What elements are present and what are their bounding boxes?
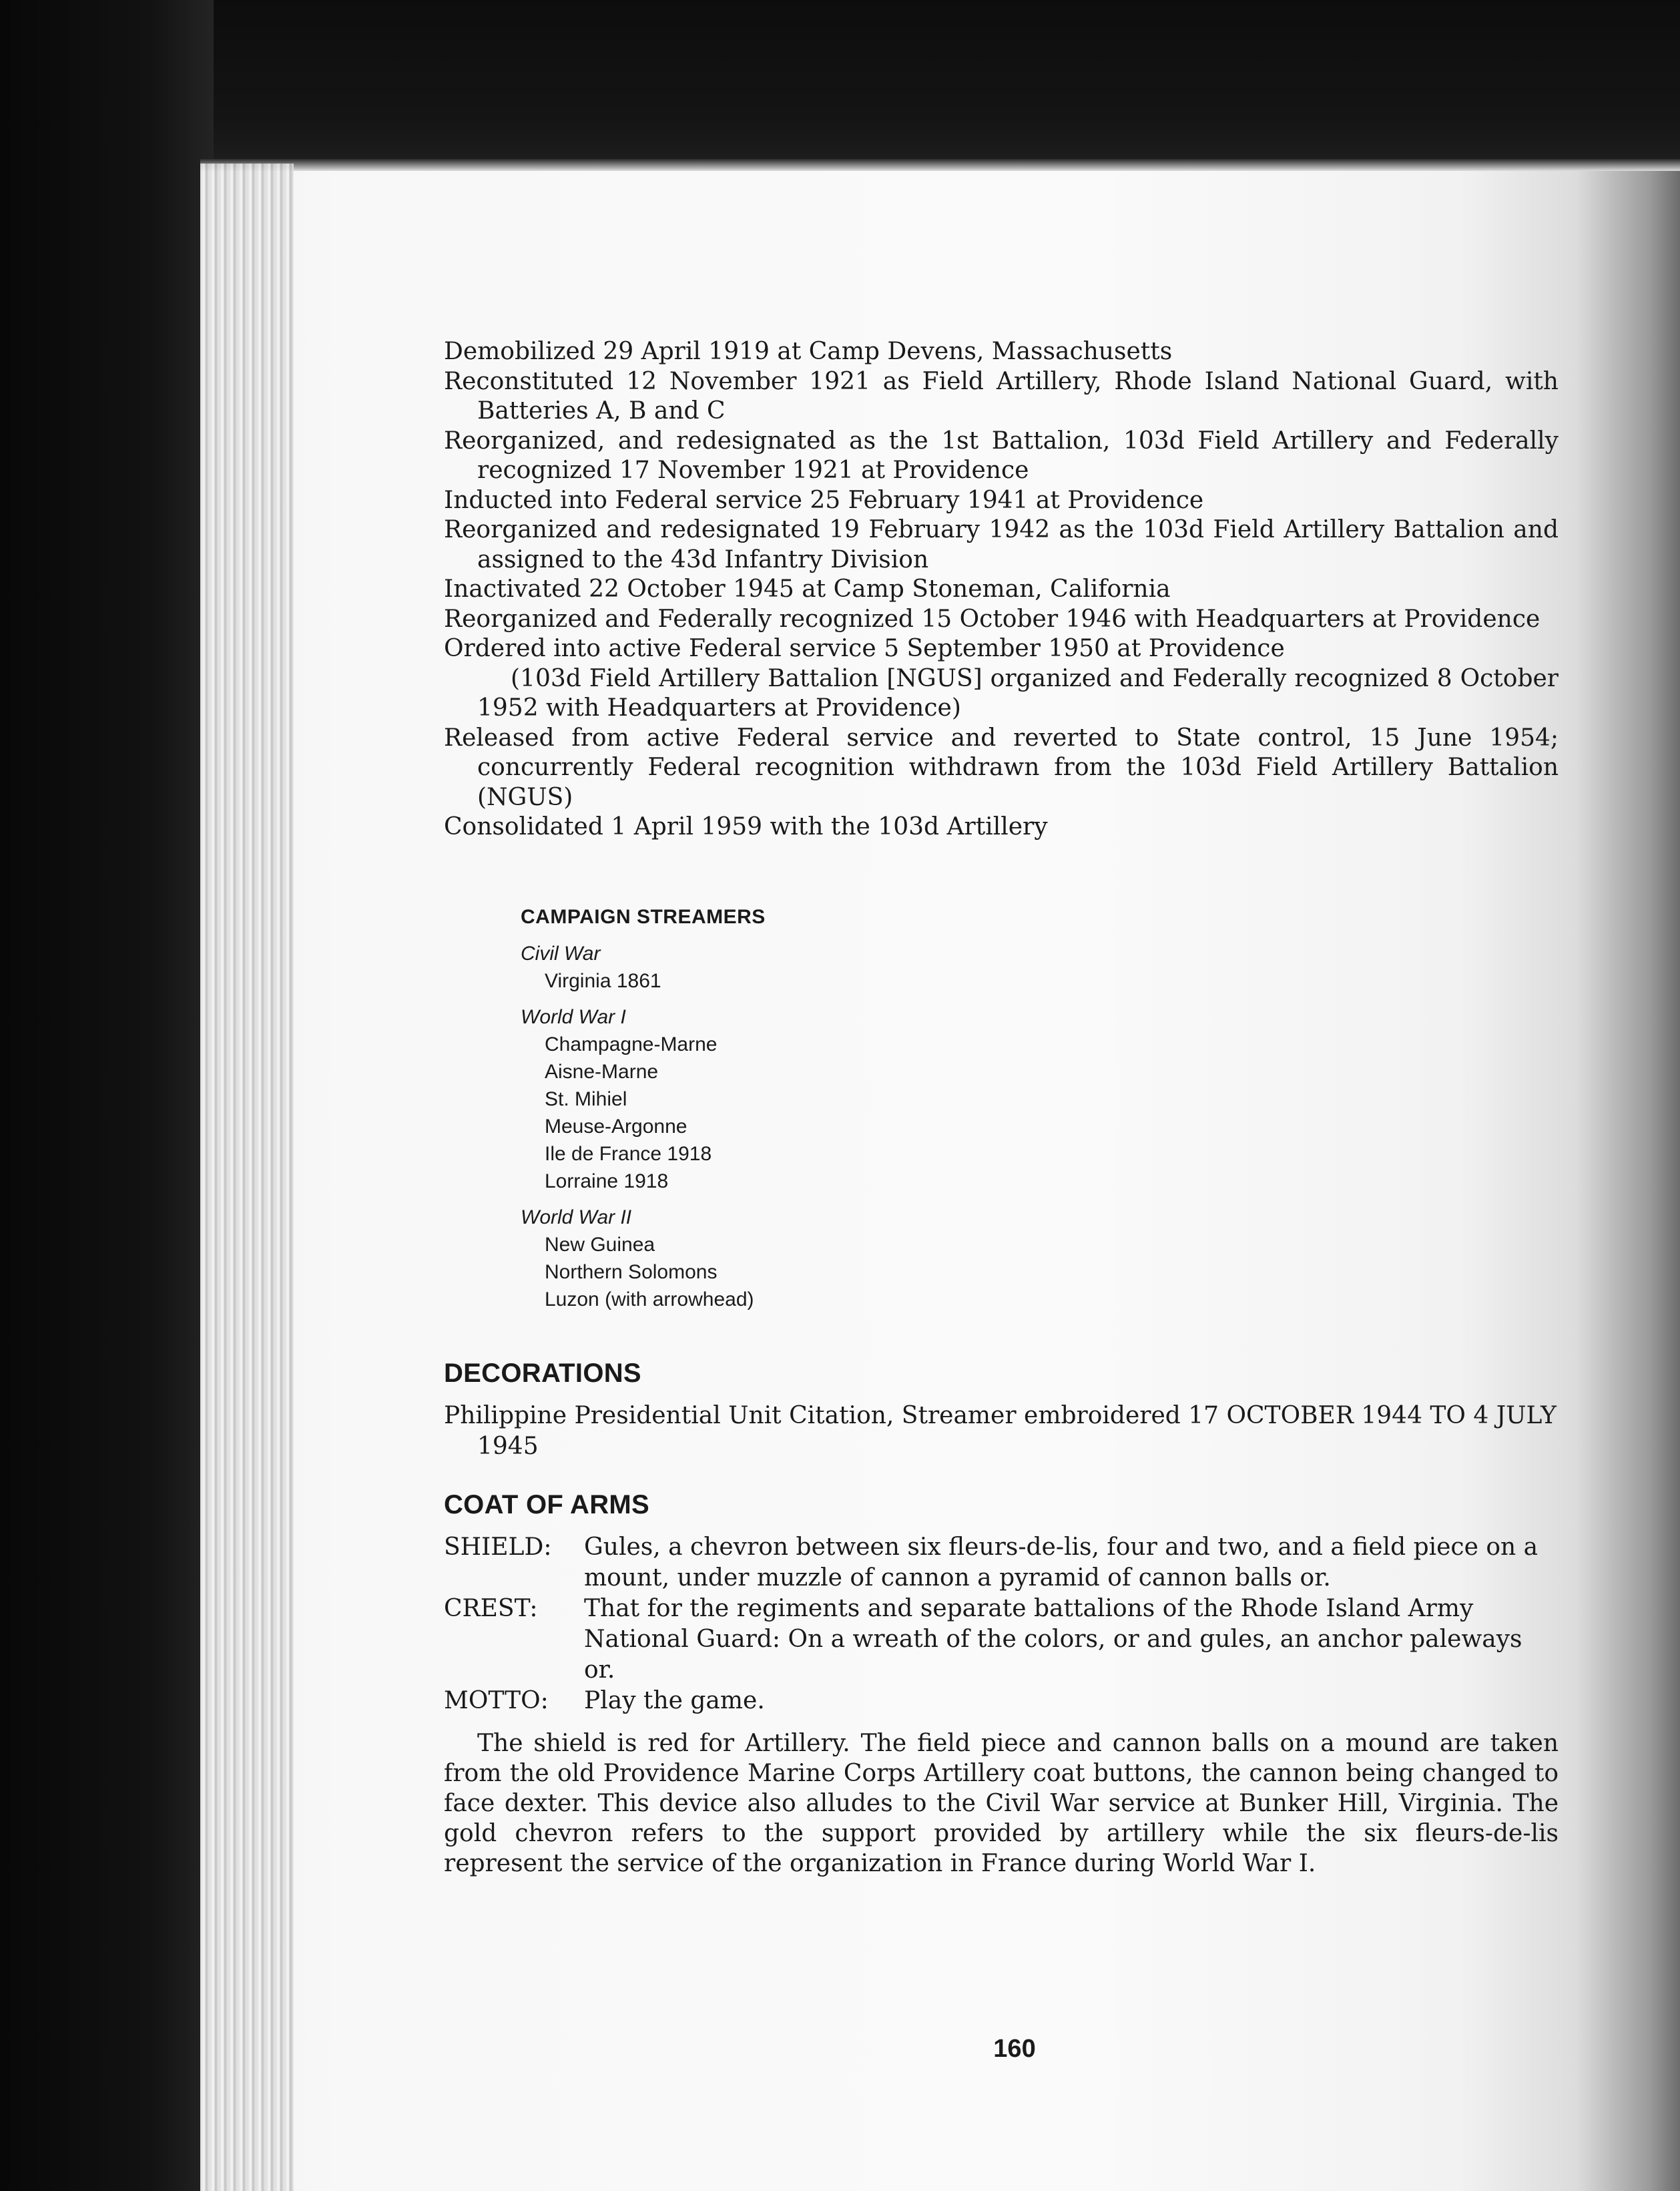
campaign-item: Virginia 1861 [545,969,661,992]
war-group [521,1004,1559,1195]
lineage-entry: Demobilized 29 April 1919 at Camp Devens, Massachusetts [444,338,1173,365]
war-group [521,1204,1559,1313]
page-top-edge [200,159,1680,171]
campaign-list [521,1031,1559,1195]
campaign-item: Lorraine 1918 [545,1170,669,1192]
lineage-entry: Inducted into Federal service 25 February 1941 at Providence [444,486,1204,514]
lineage-entry: Reorganized and redesignated 19 February 1942 as the 103d Field Artillery Battalion and assigned to the 43d Infantry Division [444,516,1559,573]
page-content [444,337,1559,1879]
war-group [521,941,1559,995]
campaign-item: Luzon (with arrowhead) [545,1288,754,1310]
lineage-entry: Inactivated 22 October 1945 at Camp Stoneman, California [444,575,1171,603]
coat-of-arms-description: The shield is red for Artillery. The field piece and cannon balls on a mound are taken from the old Providence Marine Corps Artillery coat buttons, the cannon being changed to face dexter. This device also alludes to the Civil War service at Bunker Hill, Virginia. The gold chevron refers to the support provided by artillery while the six fleurs-de-lis represent the service of the organization in France during World War I. [444,1729,1559,1877]
campaign-streamers [521,906,1559,1313]
page-edges [200,164,294,2191]
motto-text: Play the game. [584,1686,765,1714]
scanner-shadow-top [0,0,1680,167]
campaign-item: New Guinea [545,1233,655,1256]
lineage-list [444,337,1559,842]
page-number: 160 [993,2035,1036,2063]
lineage-entry: Reorganized, and redesignated as the 1st Battalion, 103d Field Artillery and Federally recognized 17 November 1921 at Providence [444,427,1559,484]
coat-of-arms-heading: COAT OF ARMS [444,1489,650,1519]
campaign-item: Meuse-Argonne [545,1115,687,1138]
motto-label: MOTTO: [444,1686,549,1714]
lineage-entry: Released from active Federal service and reverted to State control, 15 June 1954; concurrently Federal recognition withdrawn from the 103d Field Artillery Battalion (NGUS) [444,724,1559,811]
campaign-heading: CAMPAIGN STREAMERS [521,905,766,928]
crest-text: That for the regiments and separate battalions of the Rhode Island Army National Guard: On a wreath of the colors, or and gules, an anchor paleways or. [584,1594,1522,1684]
lineage-entry: Reorganized and Federally recognized 15 October 1946 with Headquarters at Providence [444,605,1541,633]
lineage-entry: Reconstituted 12 November 1921 as Field Artillery, Rhode Island National Guard, with Batteries A, B and C [444,367,1559,425]
motto-row [444,1686,1559,1716]
shield-label: SHIELD: [444,1533,552,1561]
lineage-entry: Consolidated 1 April 1959 with the 103d Artillery [444,813,1048,840]
lineage-note: (103d Field Artillery Battalion [NGUS] organized and Federally recognized 8 October 1952 with Headquarters at Providence) [477,664,1559,722]
decorations-heading: DECORATIONS [444,1358,641,1388]
lineage-entry: Ordered into active Federal service 5 September 1950 at Providence [444,635,1285,662]
decorations-text: Philippine Presidential Unit Citation, Streamer embroidered 17 OCTOBER 1944 TO 4 JULY 1945 [444,1401,1557,1460]
campaign-item: St. Mihiel [545,1087,627,1110]
coat-of-arms-section [444,1490,1559,1879]
campaign-item: Ile de France 1918 [545,1142,712,1165]
crest-row [444,1594,1559,1686]
campaign-item: Champagne-Marne [545,1033,718,1055]
campaign-item: Northern Solomons [545,1260,718,1283]
shield-text: Gules, a chevron between six fleurs-de-lis, four and two, and a field piece on a mount, under muzzle of cannon a pyramid of cannon balls or. [584,1533,1538,1592]
campaign-item: Aisne-Marne [545,1060,659,1083]
decorations-section [444,1359,1559,1462]
war-name: World War II [521,1206,632,1228]
scanner-shadow-left [0,0,214,2191]
campaign-list [521,1231,1559,1313]
crest-label: CREST: [444,1594,538,1622]
war-name: Civil War [521,942,601,965]
shield-row [444,1532,1559,1594]
campaign-list [521,967,1559,995]
war-name: World War I [521,1005,626,1028]
